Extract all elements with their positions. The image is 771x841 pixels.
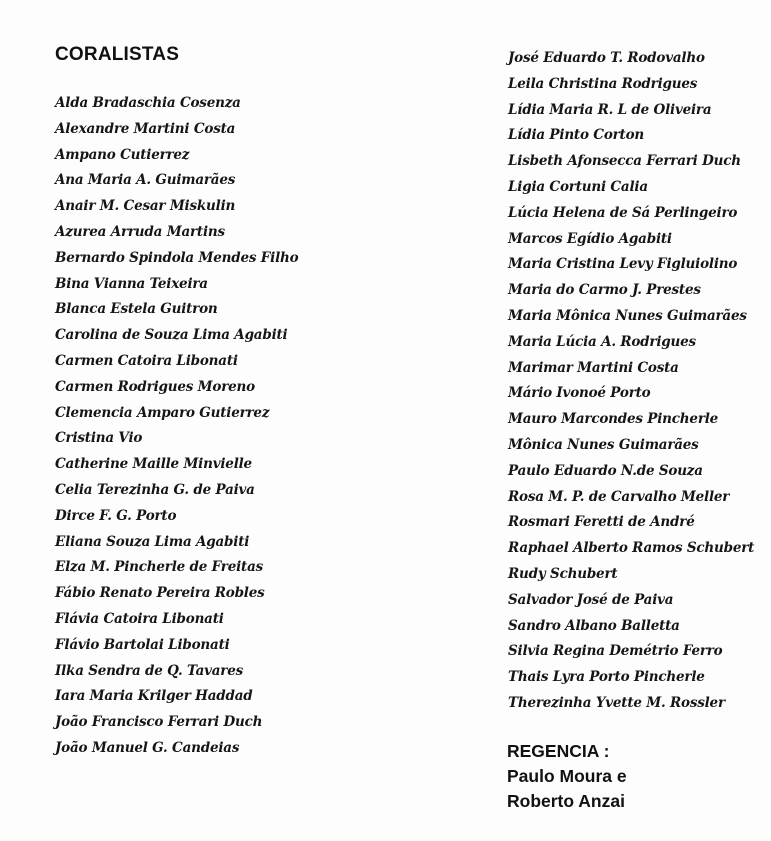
singer-name: Carolina de Souza Lima Agabiti bbox=[55, 327, 288, 344]
singer-name: Maria Cristina Levy Figluiolino bbox=[508, 256, 738, 273]
singer-name: Lisbeth Afonsecca Ferrari Duch bbox=[508, 153, 741, 170]
singer-name: Therezinha Yvette M. Rossler bbox=[508, 694, 725, 711]
singer-name: Raphael Alberto Ramos Schubert bbox=[508, 540, 755, 557]
singer-name: Lúcia Helena de Sá Perlingeiro bbox=[508, 204, 738, 221]
singer-name: Bina Vianna Teixeira bbox=[55, 275, 208, 292]
singer-name: Leila Christina Rodrigues bbox=[508, 75, 698, 92]
singer-name: Cristina Vio bbox=[55, 430, 143, 447]
page-title: CORALISTAS bbox=[55, 44, 180, 65]
singer-name: Rudy Schubert bbox=[508, 565, 618, 582]
conductors-block bbox=[507, 739, 627, 814]
singer-name: Celia Terezinha G. de Paiva bbox=[55, 481, 255, 498]
singer-name: Ana Maria A. Guimarães bbox=[55, 172, 236, 189]
singer-name: Salvador José de Paiva bbox=[508, 591, 674, 608]
singers-list-left bbox=[55, 92, 298, 763]
singer-name: Dirce F. G. Porto bbox=[55, 507, 177, 524]
singer-name: Silvia Regina Demétrio Ferro bbox=[508, 643, 723, 660]
singer-name: Mônica Nunes Guimarães bbox=[508, 436, 699, 453]
singer-name: Rosa M. P. de Carvalho Meller bbox=[508, 488, 730, 505]
singer-name: Anair M. Cesar Miskulin bbox=[55, 198, 236, 215]
conductors-line-2: Roberto Anzai bbox=[507, 791, 625, 811]
singer-name: Flávia Catoira Libonati bbox=[55, 610, 224, 627]
singer-name: Iara Maria Krilger Haddad bbox=[55, 688, 253, 705]
singer-name: Maria Mônica Nunes Guimarães bbox=[508, 307, 747, 324]
singer-name: Marimar Martini Costa bbox=[508, 359, 679, 376]
singer-name: Carmen Rodrigues Moreno bbox=[55, 378, 255, 395]
singer-name: Rosmari Feretti de André bbox=[508, 514, 695, 531]
singer-name: Alda Bradaschia Cosenza bbox=[55, 95, 241, 111]
singer-name: Bernardo Spindola Mendes Filho bbox=[55, 249, 299, 266]
singer-name: João Francisco Ferrari Duch bbox=[55, 714, 263, 731]
singer-name: Eliana Souza Lima Agabiti bbox=[55, 533, 250, 550]
singer-name: Mário Ivonoé Porto bbox=[508, 385, 651, 402]
singer-name: Alexandre Martini Costa bbox=[55, 120, 236, 137]
singer-name: Marcos Egídio Agabiti bbox=[508, 230, 672, 247]
singer-name: Sandro Albano Balletta bbox=[508, 617, 680, 634]
singer-name: João Manuel G. Candeias bbox=[55, 739, 240, 756]
conductors-heading: REGENCIA : bbox=[507, 741, 610, 761]
singer-name: Clemencia Amparo Gutierrez bbox=[55, 404, 270, 421]
singer-name: Lídia Maria R. L de Oliveira bbox=[508, 101, 712, 118]
conductors-line-1: Paulo Moura e bbox=[507, 766, 627, 786]
singer-name: Lídia Pinto Corton bbox=[508, 127, 644, 144]
singer-name: Carmen Catoira Libonati bbox=[55, 352, 238, 369]
singer-name: Elza M. Pincherle de Freitas bbox=[55, 559, 264, 576]
singer-name: Fábio Renato Pereira Robles bbox=[55, 585, 265, 602]
singer-name: Ilka Sendra de Q. Tavares bbox=[55, 662, 244, 679]
singer-name: Maria do Carmo J. Prestes bbox=[508, 282, 701, 299]
singer-name: Azurea Arruda Martins bbox=[55, 223, 225, 240]
singer-name: Ligia Cortuni Calia bbox=[508, 178, 648, 195]
singer-name: Mauro Marcondes Pincherle bbox=[508, 411, 719, 428]
singer-name: Paulo Eduardo N.de Souza bbox=[508, 462, 703, 479]
singer-name: Blanca Estela Guitron bbox=[55, 301, 218, 318]
singer-name: Flávio Bartolai Libonati bbox=[55, 636, 230, 653]
singer-name: José Eduardo T. Rodovalho bbox=[508, 50, 705, 66]
singer-name: Thais Lyra Porto Pincherle bbox=[508, 669, 705, 686]
singer-name: Maria Lúcia A. Rodrigues bbox=[508, 333, 696, 350]
singers-list-right bbox=[508, 47, 754, 718]
singer-name: Catherine Maille Minvielle bbox=[55, 456, 252, 473]
singer-name: Ampano Cutierrez bbox=[55, 146, 190, 163]
